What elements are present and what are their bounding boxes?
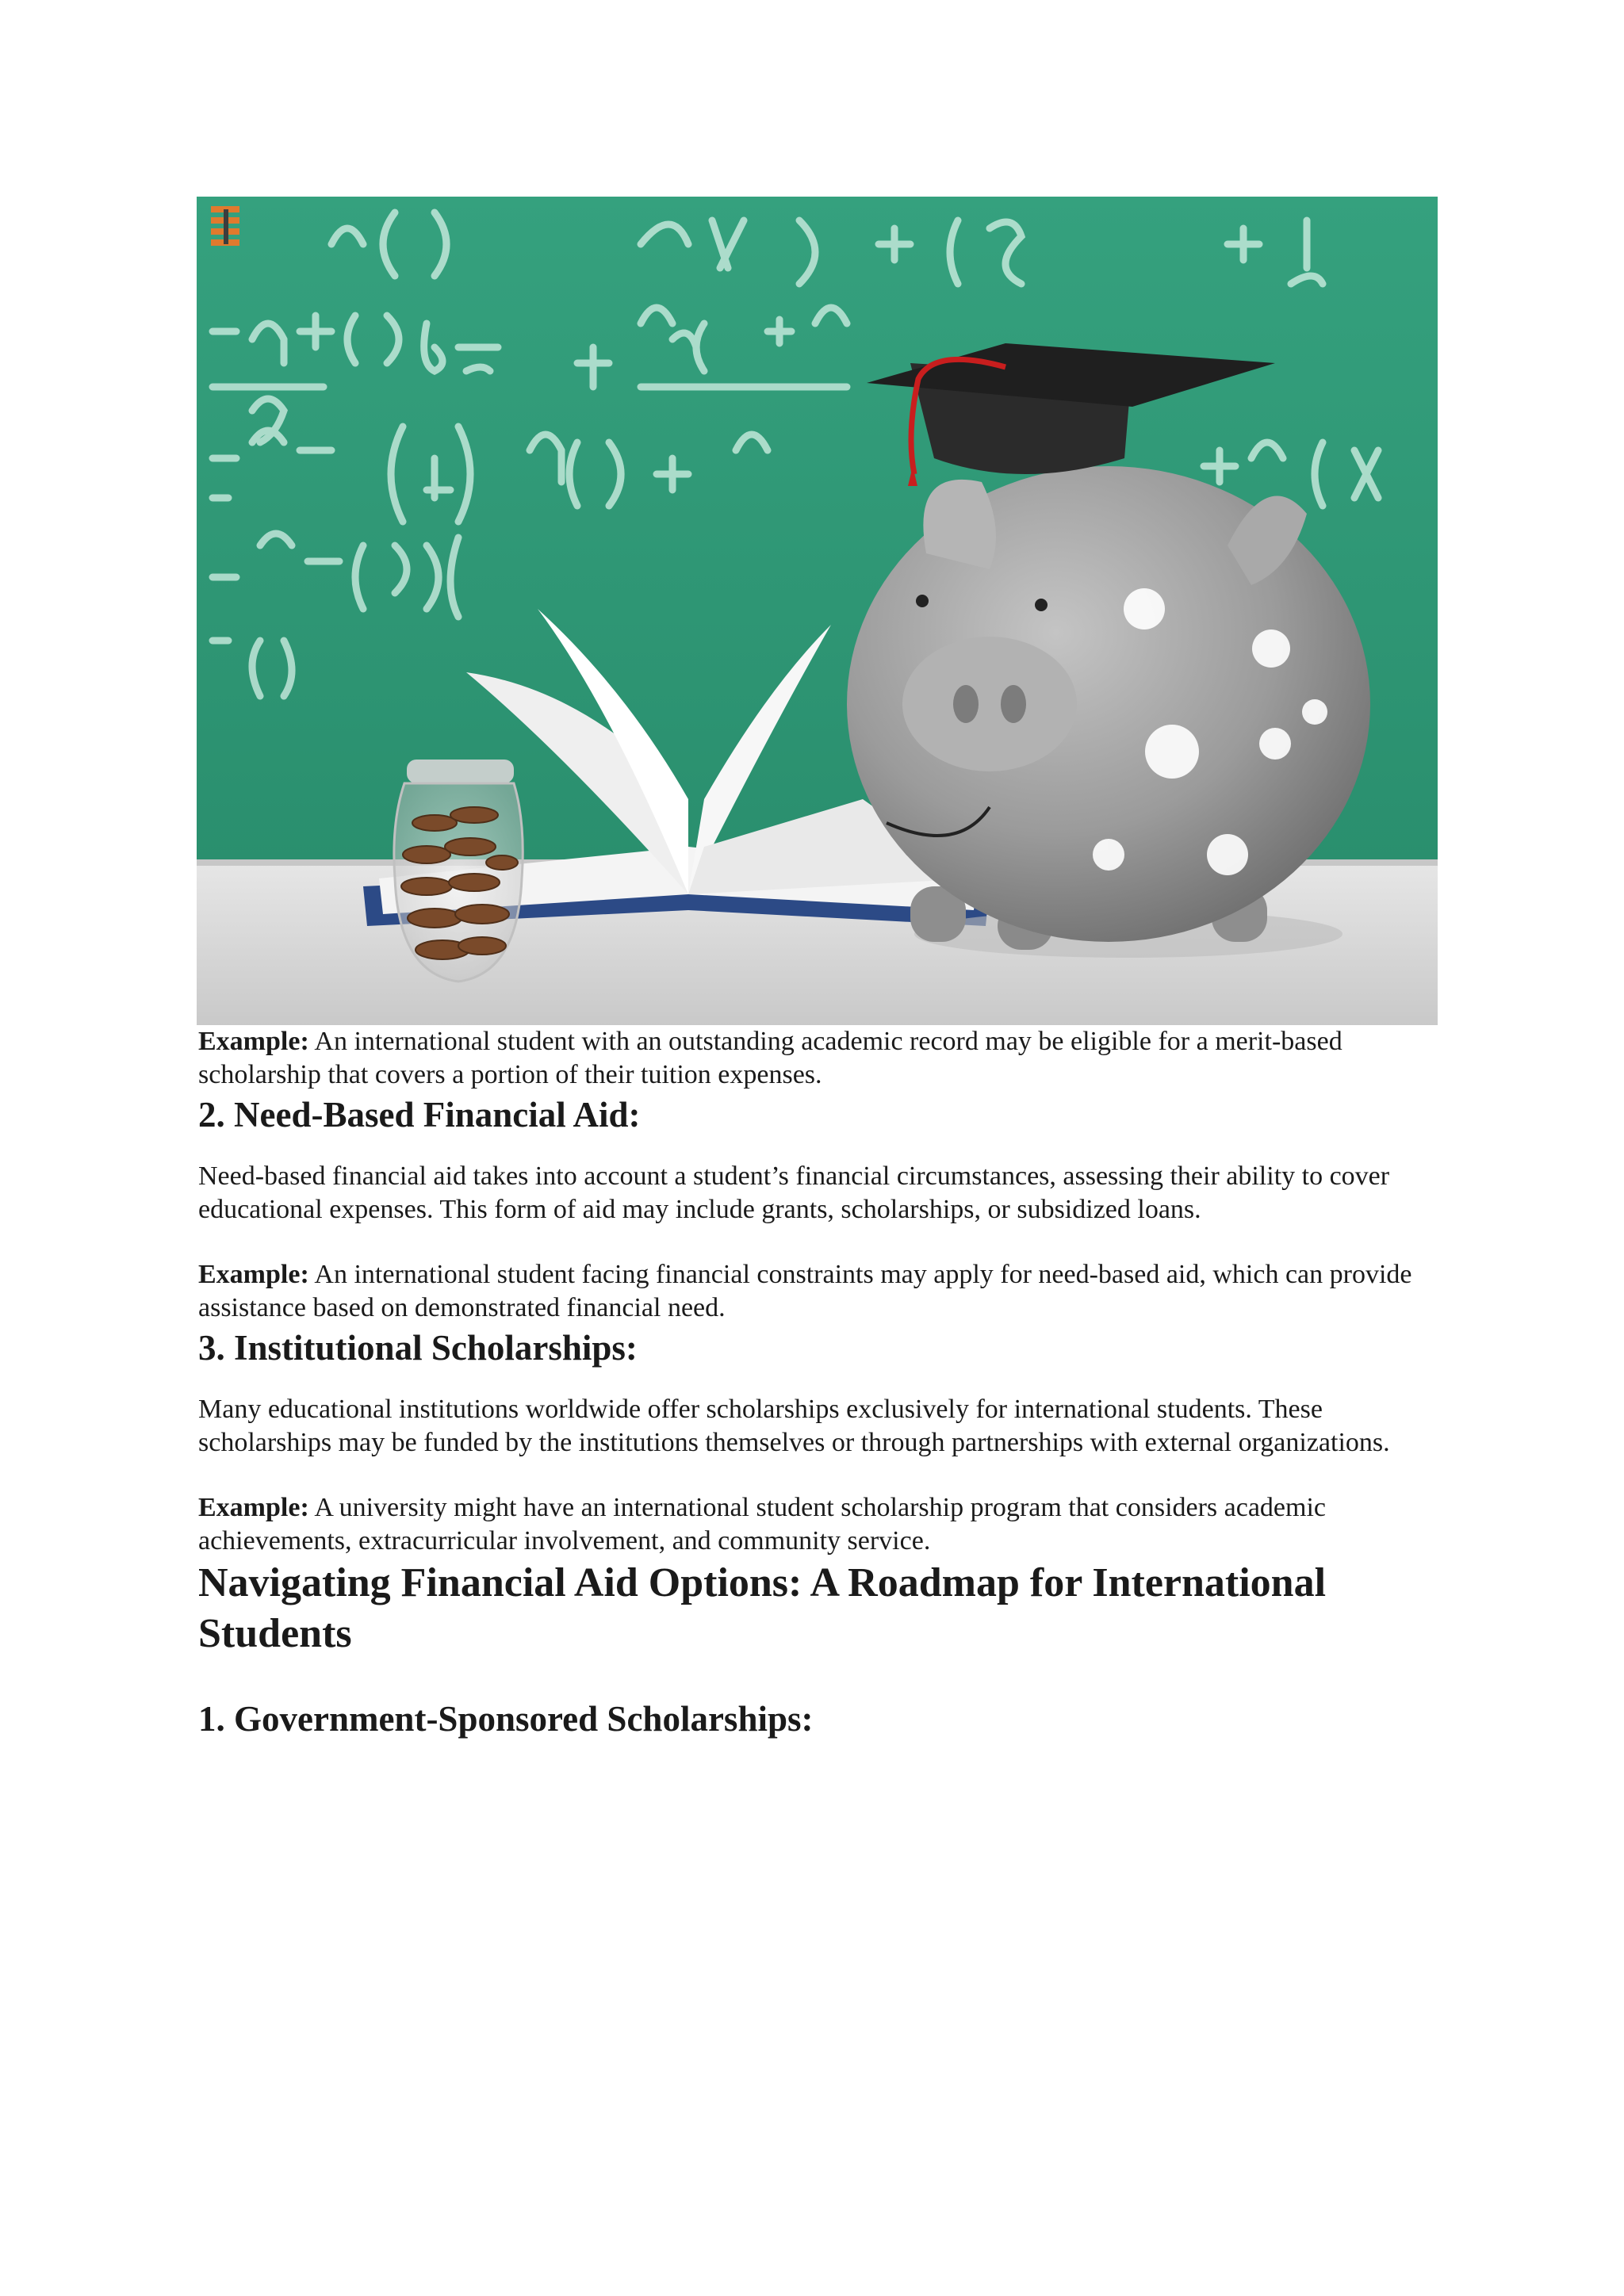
coin-jar — [394, 760, 523, 982]
example-label: Example: — [198, 1260, 309, 1289]
example-paragraph — [198, 1258, 1435, 1325]
example-label: Example: — [198, 1493, 309, 1522]
example-text: A university might have an international student scholarship program that considers academic achievements, extracurricular involvement, and community service. — [198, 1493, 1327, 1556]
subsection-heading: 1. Government-Sponsored Scholarships: — [198, 1699, 814, 1739]
article-body — [198, 1025, 1435, 1742]
example-paragraph — [198, 1025, 1435, 1092]
example-text: An international student facing financial constraints may apply for need-based aid, which can provide assistance based on demonstrated financial need. — [198, 1260, 1412, 1322]
example-text: An international student with an outstanding academic record may be eligible for a merit-based scholarship that covers a portion of their tuition expenses. — [198, 1027, 1342, 1089]
hero-image — [197, 197, 1438, 1025]
example-paragraph — [198, 1491, 1435, 1558]
roadmap-heading: Navigating Financial Aid Options: A Roadmap for International Students — [198, 1560, 1327, 1656]
section-heading: 2. Need-Based Financial Aid: — [198, 1095, 641, 1135]
section-body: Need-based financial aid takes into account a student’s financial circumstances, assessing their ability to cover educational expenses. This form of aid may include grants, scholarships, or subsidized loans. — [198, 1161, 1390, 1224]
section-body: Many educational institutions worldwide offer scholarships exclusively for international students. These scholarships may be funded by the institutions themselves or through partnerships with external organizations. — [198, 1395, 1390, 1457]
section-heading: 3. Institutional Scholarships: — [198, 1328, 638, 1368]
example-label: Example: — [198, 1027, 309, 1056]
